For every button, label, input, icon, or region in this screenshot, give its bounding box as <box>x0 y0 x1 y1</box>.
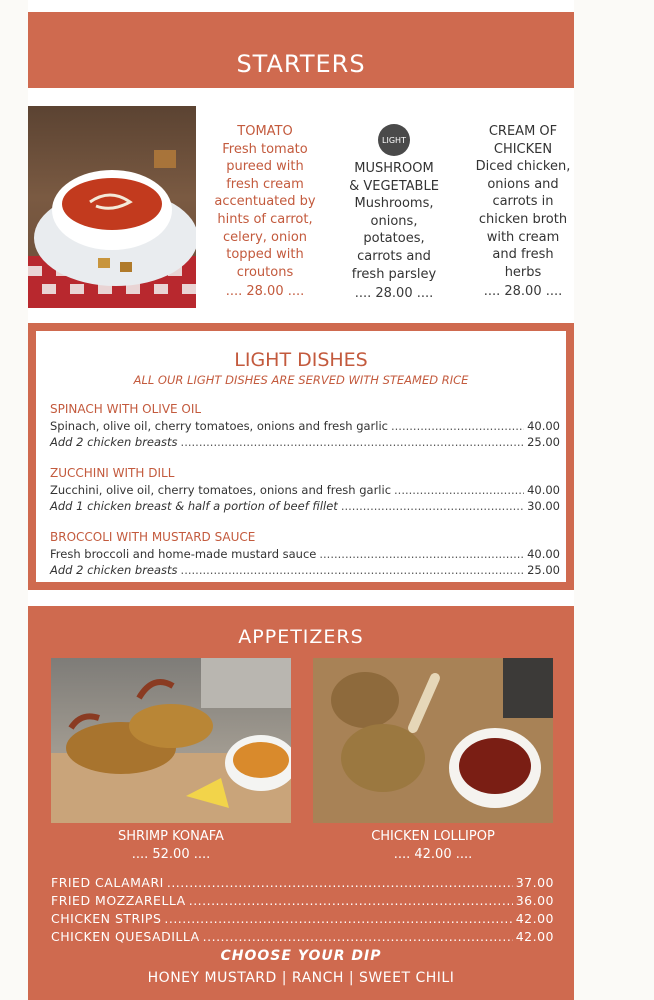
featured-price: .... 52.00 .... <box>131 847 211 862</box>
appetizer-price: 42.00 <box>515 911 554 926</box>
starter-desc-line: herbs <box>504 264 542 280</box>
dish-name: SPINACH WITH OLIVE OIL <box>50 402 202 416</box>
light-dishes-title: LIGHT DISHES <box>234 349 368 371</box>
dish-broccoli <box>50 530 560 578</box>
starter-name: CREAM OF <box>488 124 558 139</box>
starter-cream-of-chicken <box>460 123 586 301</box>
appetizer-item <box>51 892 554 910</box>
dish-addon: Add 2 chicken breasts <box>50 435 178 449</box>
light-dishes-subtitle: ALL OUR LIGHT DISHES ARE SERVED WITH STEAMED RICE <box>133 373 469 387</box>
dish-description: Spinach, olive oil, cherry tomatoes, onions and fresh garlic <box>50 419 388 433</box>
appetizer-price: 36.00 <box>515 893 554 908</box>
dip-title: CHOOSE YOUR DIP <box>220 948 382 964</box>
starter-name: MUSHROOM <box>354 161 434 176</box>
appetizer-price: 42.00 <box>515 929 554 944</box>
leader-dots <box>391 418 524 434</box>
starters-title: STARTERS <box>236 50 366 78</box>
leader-dots <box>189 892 513 910</box>
starter-desc-line: and fresh <box>492 247 554 263</box>
dish-addon-line <box>50 562 560 578</box>
starter-name: CHICKEN <box>493 141 553 157</box>
leader-dots <box>167 874 513 892</box>
featured-shrimp-konafa <box>51 828 291 864</box>
starter-desc-line: pureed with <box>226 159 304 175</box>
starter-mushroom-vegetable <box>332 160 456 303</box>
starter-price: .... 28.00 .... <box>354 286 434 302</box>
featured-name: SHRIMP KONAFA <box>118 829 224 844</box>
leader-dots <box>181 434 525 450</box>
starter-desc-line: accentuated by <box>214 194 316 210</box>
starter-desc-line: Mushrooms, <box>354 196 434 212</box>
leader-dots <box>319 546 524 562</box>
appetizer-price: 37.00 <box>515 875 554 890</box>
light-badge: LIGHT <box>378 124 410 156</box>
appetizers-section <box>28 606 574 1000</box>
starter-desc-line: with cream <box>486 229 560 245</box>
starter-desc-line: Diced chicken, <box>475 159 571 175</box>
dish-name: ZUCCHINI WITH DILL <box>50 466 175 480</box>
starter-desc-line: topped with <box>226 247 304 263</box>
starter-name: TOMATO <box>237 124 293 139</box>
starter-price: .... 28.00 .... <box>483 284 563 300</box>
leader-dots <box>203 928 513 946</box>
dish-spinach <box>50 402 560 450</box>
starter-desc-line: onions and <box>487 176 559 192</box>
dish-addon-line <box>50 498 560 514</box>
dish-line <box>50 546 560 562</box>
starter-desc-line: carrots in <box>492 194 554 210</box>
dish-addon: Add 1 chicken breast & half a portion of beef fillet <box>50 499 338 513</box>
dish-zucchini <box>50 466 560 514</box>
starter-desc-line: carrots and <box>357 248 431 264</box>
dip-options: HONEY MUSTARD | RANCH | SWEET CHILI <box>147 970 455 986</box>
leader-dots <box>341 498 524 514</box>
starter-desc-line: fresh cream <box>226 176 304 192</box>
appetizer-name: FRIED MOZZARELLA <box>51 893 186 908</box>
starter-desc-line: chicken broth <box>478 211 568 227</box>
dish-addon-price: 25.00 <box>527 563 560 577</box>
starter-desc-line: Fresh tomato <box>222 141 308 157</box>
dish-description: Zucchini, olive oil, cherry tomatoes, onions and fresh garlic <box>50 483 392 497</box>
dish-name: BROCCOLI WITH MUSTARD SAUCE <box>50 530 256 544</box>
appetizers-list <box>51 874 554 946</box>
appetizers-title: APPETIZERS <box>238 626 364 648</box>
chicken-lollipop-photo <box>313 658 553 823</box>
appetizer-name: CHICKEN STRIPS <box>51 911 162 926</box>
dish-description: Fresh broccoli and home-made mustard sauce <box>50 547 317 561</box>
starter-desc-line: croutons <box>236 264 294 280</box>
dish-price: 40.00 <box>527 483 560 497</box>
starters-header <box>28 12 574 88</box>
dish-price: 40.00 <box>527 547 560 561</box>
featured-price: .... 42.00 .... <box>393 847 473 862</box>
tomato-soup-photo <box>28 106 196 308</box>
appetizer-name: FRIED CALAMARI <box>51 875 164 890</box>
dish-addon-price: 25.00 <box>527 435 560 449</box>
starter-name: & VEGETABLE <box>349 178 439 194</box>
appetizer-item <box>51 928 554 946</box>
dish-line <box>50 482 560 498</box>
appetizer-item <box>51 910 554 928</box>
dish-addon: Add 2 chicken breasts <box>50 563 178 577</box>
appetizer-item <box>51 874 554 892</box>
starter-desc-line: hints of carrot, <box>217 211 313 227</box>
light-dishes-panel <box>36 331 566 582</box>
appetizer-name: CHICKEN QUESADILLA <box>51 929 200 944</box>
leader-dots <box>394 482 524 498</box>
starter-tomato <box>200 123 330 301</box>
light-dishes-section <box>28 323 574 590</box>
starter-desc-line: fresh parsley <box>351 266 437 282</box>
starter-desc-line: onions, <box>370 213 418 229</box>
featured-name: CHICKEN LOLLIPOP <box>371 829 495 844</box>
dish-price: 40.00 <box>527 419 560 433</box>
shrimp-konafa-photo <box>51 658 291 823</box>
featured-chicken-lollipop <box>313 828 553 864</box>
dish-line <box>50 418 560 434</box>
starter-price: .... 28.00 .... <box>225 284 305 300</box>
dish-addon-price: 30.00 <box>527 499 560 513</box>
leader-dots <box>181 562 525 578</box>
starter-desc-line: celery, onion <box>222 229 308 245</box>
leader-dots <box>164 910 512 928</box>
starter-desc-line: potatoes, <box>363 231 425 247</box>
dish-addon-line <box>50 434 560 450</box>
